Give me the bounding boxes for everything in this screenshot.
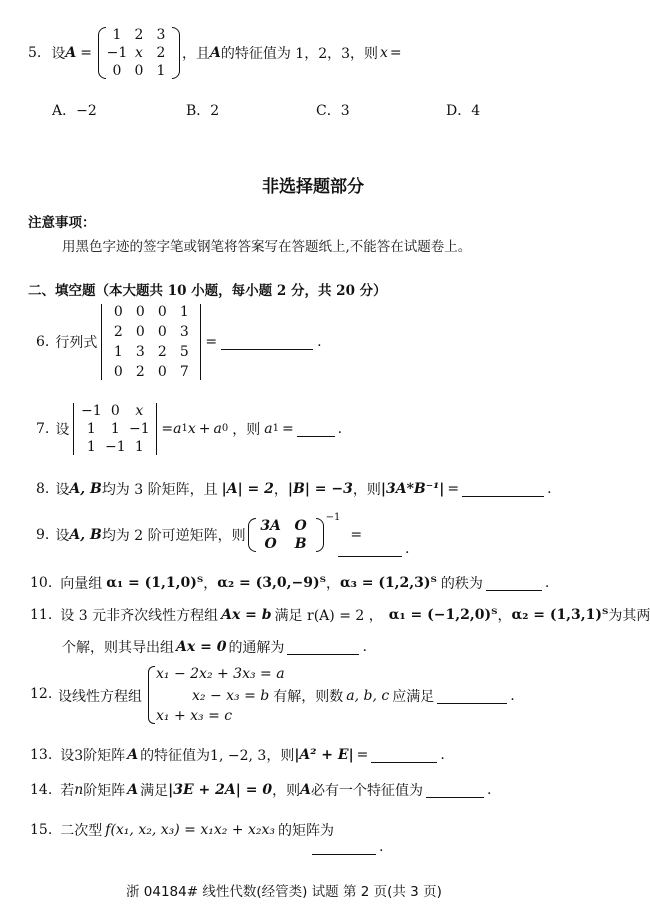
option-label: D．: [446, 103, 472, 119]
q11-line1: [30, 604, 650, 626]
q5-m-cell: 2: [134, 27, 144, 43]
q10-sep: ，: [203, 576, 218, 592]
q11-text1a: 设 3 元非齐次线性方程组: [60, 608, 219, 624]
q7-cell: 1: [110, 421, 120, 437]
q9-answer-blank[interactable]: [338, 542, 402, 557]
q14-expr: |3E + 2A| = 0: [168, 782, 273, 798]
q10-sep: ，: [325, 576, 340, 592]
q14-text1: 阶矩阵: [83, 783, 126, 799]
q6-cell: 0: [135, 324, 145, 340]
q7-eq: =: [161, 421, 174, 437]
q10-pre: 向量组: [60, 576, 103, 592]
q8-det-b: |B| = −3: [287, 481, 353, 497]
q9-block-matrix: [250, 518, 322, 552]
q5-pre: 设: [51, 46, 66, 62]
option-label: B．: [186, 103, 211, 119]
q9-right-paren: [316, 518, 324, 552]
q12-eq3: x₁ + x₃ = c: [156, 708, 233, 724]
q6-cell: 3: [135, 344, 145, 360]
option-value: 2: [210, 103, 220, 119]
q15-expr: f(x₁, x₂, x₃) = x₁x₂ + x₂x₃: [105, 822, 275, 838]
q8-end: .: [547, 481, 552, 497]
q14-n: n: [74, 782, 84, 798]
option-label: A．: [52, 103, 77, 119]
q12-end: .: [510, 688, 515, 704]
q7-a0: a: [213, 421, 222, 437]
q6-line: [36, 302, 322, 382]
q8-answer-blank[interactable]: [462, 482, 544, 497]
q8-det-a: |A| = 2: [221, 481, 274, 497]
q12-pre: 设线性方程组: [58, 689, 142, 705]
q9-pre: 设: [55, 528, 70, 544]
q7-answer-blank[interactable]: [297, 422, 335, 437]
q9-cell: 3A: [260, 518, 281, 534]
q6-cell: 2: [135, 364, 145, 380]
q13-answer-blank[interactable]: [371, 748, 437, 763]
q8-eq: =: [447, 481, 460, 497]
q11-line2: [62, 636, 367, 658]
q7-det-left-bar: [73, 403, 74, 455]
q6-cell: 1: [179, 304, 189, 320]
q6-pre: 行列式: [55, 335, 98, 351]
q11-homog-system: Ax = 0: [176, 639, 227, 655]
q7-cell: 1: [86, 421, 96, 437]
option-label: C．: [316, 103, 341, 119]
q8-text2: ，则: [352, 482, 381, 498]
notice-heading: 注意事项：: [28, 215, 96, 231]
q6-cell: 7: [179, 364, 189, 380]
q9-line: 9. 设 A, B 均为 2 阶可逆矩阵，则 3A O O B −1 =: [36, 512, 363, 552]
q13-pre: 设3阶矩阵: [60, 748, 126, 764]
q13-line: [30, 744, 445, 766]
q9-cell: B: [294, 536, 307, 552]
q13-eq: =: [356, 747, 369, 763]
q10-alpha3: α₃ = (1,2,3)ᵀ: [339, 575, 437, 591]
q14-line: [30, 779, 491, 801]
q6-det-right-bar: [200, 304, 201, 380]
q5-m-cell: 0: [112, 63, 122, 79]
q12-answer-blank[interactable]: [437, 689, 507, 704]
q9-number: 9.: [36, 527, 50, 543]
q7-line: 7. 设 −1 0 x 1 1 −1 1 −1 1 = a 1 x + a 0 ，则 a 1 = .: [36, 403, 343, 455]
q14-var-a: A: [127, 782, 139, 798]
q5-matrix-right-paren: [172, 27, 180, 79]
q5-line: [28, 18, 402, 88]
q10-alpha2: α₂ = (3,0,−9)ᵀ: [217, 575, 326, 591]
q5-x: x: [380, 45, 388, 61]
q7-det-right-bar: [156, 403, 157, 455]
q5-matrix-left-paren: [98, 27, 106, 79]
q5-var-a2: A: [209, 45, 221, 61]
q6-eq: =: [205, 334, 218, 350]
q15-answer-blank[interactable]: [312, 840, 376, 855]
q7-cell: 1: [86, 439, 96, 455]
q5-number: 5.: [28, 45, 42, 61]
q7-cell: −1: [129, 421, 150, 437]
q6-cell: 0: [113, 364, 123, 380]
q5-var-a: A: [65, 45, 77, 61]
q9-cell: O: [294, 518, 307, 534]
q13-var-a: A: [127, 747, 139, 763]
q6-cell: 0: [157, 304, 167, 320]
q7-cell: 1: [134, 439, 144, 455]
q6-cell: 0: [113, 304, 123, 320]
q8-line: [36, 478, 552, 500]
q10-post: 的秩为: [440, 576, 483, 592]
q11-text2a: 个解，则其导出组: [62, 640, 174, 656]
q7-a1b: a: [264, 421, 273, 437]
q13-end: .: [440, 747, 445, 763]
q14-text2: 满足: [140, 783, 169, 799]
q12-eq2-line: [192, 686, 515, 706]
q11-text2b: 的通解为: [228, 640, 285, 656]
q9-answer-line: [338, 540, 409, 558]
q10-end: .: [544, 575, 550, 591]
q11-text1b: 满足 r(A) = 2 ，: [274, 608, 383, 624]
q5-matrix: [100, 27, 178, 79]
q5-option-c: [316, 100, 350, 120]
q10-answer-blank[interactable]: [486, 576, 542, 591]
part2-heading: 二、填空题（本大题共 10 小题，每小题 2 分，共 20 分）: [28, 283, 387, 299]
q5-m-cell: 3: [156, 27, 166, 43]
q14-pre: 若: [60, 783, 75, 799]
q5-m-cell: 2: [156, 45, 166, 61]
q6-answer-blank[interactable]: [221, 335, 313, 350]
q13-number: 13.: [30, 747, 53, 763]
q11-end: .: [362, 639, 367, 655]
q6-cell: 5: [179, 344, 189, 360]
q9-cell: O: [264, 536, 277, 552]
q7-determinant: [73, 403, 157, 455]
q13-text: 的特征值为1, −2, 3，则: [140, 748, 295, 764]
q6-cell: 3: [179, 324, 189, 340]
q5-text1: ，且: [181, 46, 210, 62]
q14-var-a2: A: [300, 782, 311, 798]
section-title: 非选择题部分: [262, 177, 364, 197]
q6-det-left-bar: [101, 304, 102, 380]
q6-cell: 0: [135, 304, 145, 320]
q7-x: x: [187, 421, 196, 437]
q12-eq2-post2: 应满足: [392, 689, 435, 705]
q7-cell: x: [135, 403, 144, 419]
q14-number: 14.: [30, 782, 53, 798]
q5-m-cell: x: [135, 45, 143, 61]
q5-eq: =: [80, 45, 92, 61]
q11-system: Ax = b: [221, 607, 272, 623]
q15-answer-line: [312, 838, 383, 856]
q9-eq: =: [350, 527, 363, 543]
q5-eq2: =: [389, 45, 402, 61]
q12-eq2: x₂ − x₃ = b: [192, 688, 270, 704]
q6-cell: 2: [157, 344, 167, 360]
q8-number: 8.: [36, 481, 50, 497]
q5-text2: 的特征值为 1，2，3，则: [220, 46, 379, 62]
q10-line: [30, 572, 549, 594]
q9-vars: A, B: [69, 527, 102, 543]
notice-body: 用黑色字迹的签字笔或钢笔将答案写在答题纸上,不能答在试题卷上。: [62, 239, 472, 255]
q8-text1: 均为 3 阶矩阵，且: [101, 482, 218, 498]
q15-number: 15.: [30, 822, 53, 838]
q15-post: 的矩阵为: [278, 823, 334, 839]
q15-end: .: [379, 839, 384, 855]
q7-number: 7.: [36, 421, 50, 437]
q7-cell: −1: [105, 439, 126, 455]
q8-comma: ，: [273, 482, 288, 498]
q12-vars: a, b, c: [346, 688, 390, 704]
q5-option-a: [52, 100, 97, 120]
q5-option-d: [446, 100, 480, 120]
q6-determinant: [101, 304, 201, 380]
q8-expr: |3A*B⁻¹|: [380, 481, 445, 497]
q8-pre: 设: [55, 482, 70, 498]
q5-option-b: [186, 100, 219, 120]
q14-text3: ，则: [272, 783, 301, 799]
option-value: 4: [471, 103, 481, 119]
q6-cell: 2: [113, 324, 123, 340]
q7-a1: a: [173, 421, 182, 437]
q6-number: 6.: [36, 334, 50, 350]
q7-plus: +: [198, 421, 211, 437]
q12-brace-shape: [148, 666, 155, 724]
q7-cell: 0: [110, 403, 120, 419]
q5-m-cell: 1: [112, 27, 122, 43]
q10-number: 10.: [30, 575, 53, 591]
page-footer: 浙 04184# 线性代数(经管类) 试题 第 2 页(共 3 页): [126, 884, 442, 900]
q11-number: 11.: [30, 607, 53, 623]
q7-pre: 设: [55, 422, 70, 438]
q12-eq2-post: 有解，则数: [273, 689, 344, 705]
q14-end: .: [486, 782, 492, 798]
q9-left-paren: [248, 518, 256, 552]
option-value: 3: [340, 103, 350, 119]
q7-eq2: =: [281, 421, 294, 437]
q6-cell: 0: [157, 324, 167, 340]
q15-line: [30, 819, 334, 841]
q14-answer-blank[interactable]: [426, 783, 484, 798]
q5-m-cell: 1: [156, 63, 166, 79]
q6-cell: 1: [113, 344, 123, 360]
q6-end: .: [317, 334, 322, 350]
q7-text: ，则: [232, 422, 261, 438]
q8-vars: A, B: [69, 481, 102, 497]
q11-answer-blank[interactable]: [287, 640, 359, 655]
q11-alpha2: α₂ = (1,3,1)ᵀ: [511, 607, 609, 623]
q12-number: 12.: [30, 686, 53, 702]
q11-text1c: 为其两: [608, 608, 650, 624]
q7-end: .: [337, 421, 343, 437]
q9-end: .: [405, 541, 410, 557]
q7-cell: −1: [81, 403, 102, 419]
q12-eq1: x₁ − 2x₂ + 3x₃ = a: [156, 666, 285, 682]
q13-expr: |A² + E|: [294, 747, 354, 763]
q11-sep: ，: [497, 608, 512, 624]
option-value: −2: [76, 103, 97, 119]
q14-text4: 必有一个特征值为: [310, 783, 423, 799]
q6-cell: 0: [157, 364, 167, 380]
q5-m-cell: −1: [106, 45, 128, 61]
q5-m-cell: 0: [134, 63, 144, 79]
q11-alpha1: α₁ = (−1,2,0)ᵀ: [388, 607, 498, 623]
q15-pre: 二次型: [60, 823, 103, 839]
q9-text1: 均为 2 阶可逆矩阵，则: [101, 528, 246, 544]
q10-alpha1: α₁ = (1,1,0)ᵀ: [106, 575, 204, 591]
